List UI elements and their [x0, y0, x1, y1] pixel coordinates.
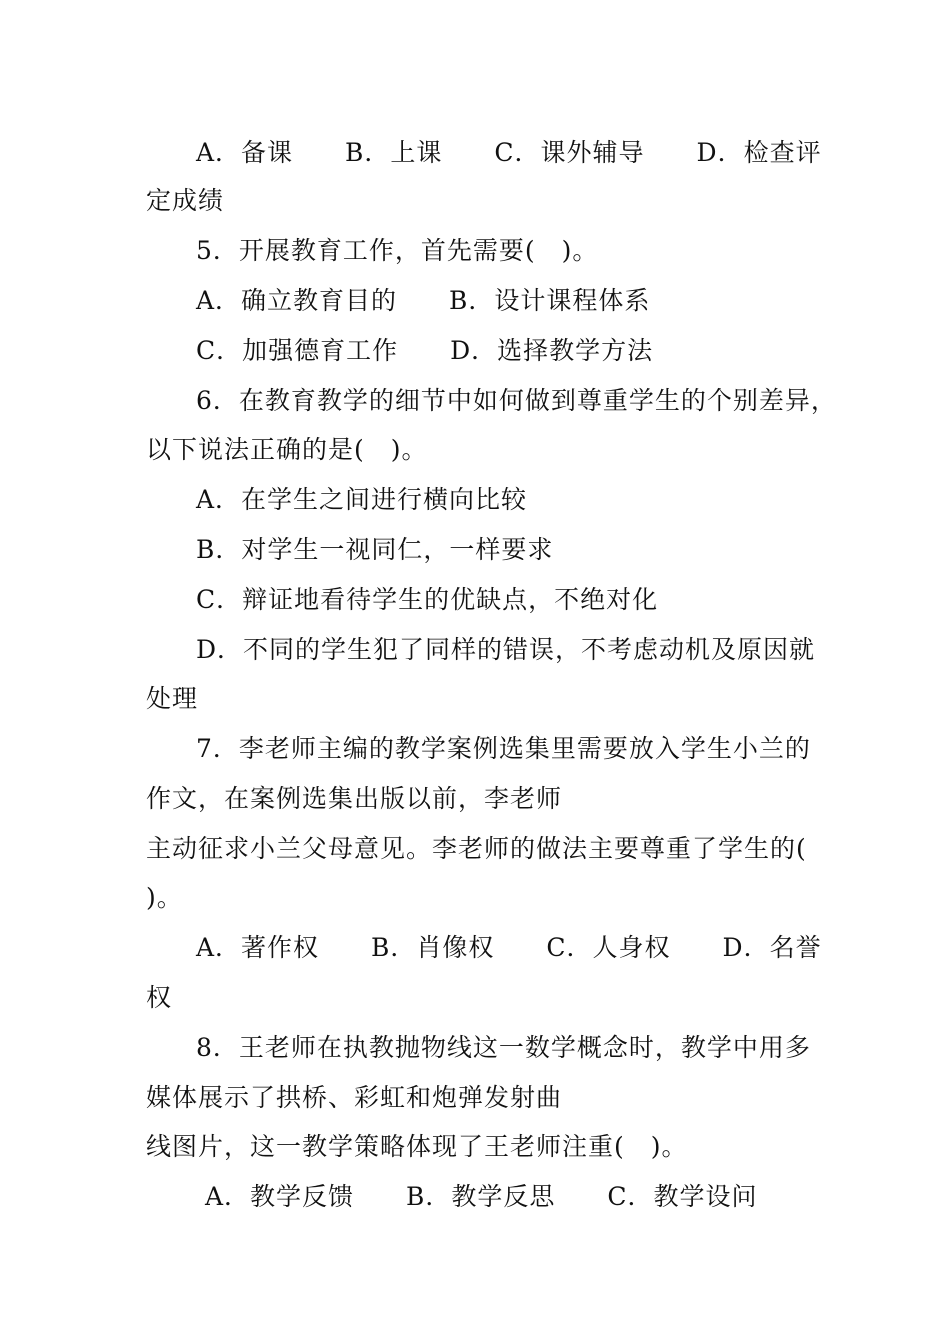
q7-options-continued: 权 — [146, 983, 173, 1012]
q7-options-line: A．著作权 B．肖像权 C．人身权 D．名誉 — [196, 933, 822, 962]
question-8-line2: 媒体展示了拱桥、彩虹和炮弹发射曲 — [146, 1083, 563, 1112]
question-8-line3: 线图片，这一教学策略体现了王老师注重( )。 — [146, 1132, 688, 1161]
q8-options-line: A．教学反馈 B．教学反思 C．教学设问 — [205, 1182, 758, 1211]
question-8: 8．王老师在执教抛物线这一数学概念时，教学中用多 — [196, 1033, 811, 1062]
q6-option-d-continued: 处理 — [146, 684, 199, 713]
q6-option-b: B．对学生一视同仁，一样要求 — [196, 535, 554, 564]
question-7-line3: 主动征求小兰父母意见。李老师的做法主要尊重了学生的( — [146, 834, 807, 863]
q5-options-cd: C．加强德育工作 D．选择教学方法 — [196, 336, 654, 365]
q6-option-a: A．在学生之间进行横向比较 — [196, 485, 528, 514]
q6-option-d: D．不同的学生犯了同样的错误，不考虑动机及原因就 — [196, 635, 816, 664]
q4-options-continued: 定成绩 — [146, 186, 225, 215]
question-7-line2: 作文，在案例选集出版以前，李老师 — [146, 784, 563, 813]
question-6: 6．在教育教学的细节中如何做到尊重学生的个别差异， — [196, 386, 837, 415]
q5-options-ab: A．确立教育目的 B．设计课程体系 — [196, 286, 651, 315]
question-7-line4: )。 — [146, 883, 183, 912]
question-6-continued: 以下说法正确的是( )。 — [146, 435, 428, 464]
q6-option-c: C．辩证地看待学生的优缺点，不绝对化 — [196, 585, 659, 614]
question-7: 7．李老师主编的教学案例选集里需要放入学生小兰的 — [196, 734, 811, 763]
q4-options-line: A．备课 B．上课 C．课外辅导 D．检查评 — [196, 138, 822, 167]
question-5: 5．开展教育工作，首先需要( )。 — [196, 236, 599, 265]
